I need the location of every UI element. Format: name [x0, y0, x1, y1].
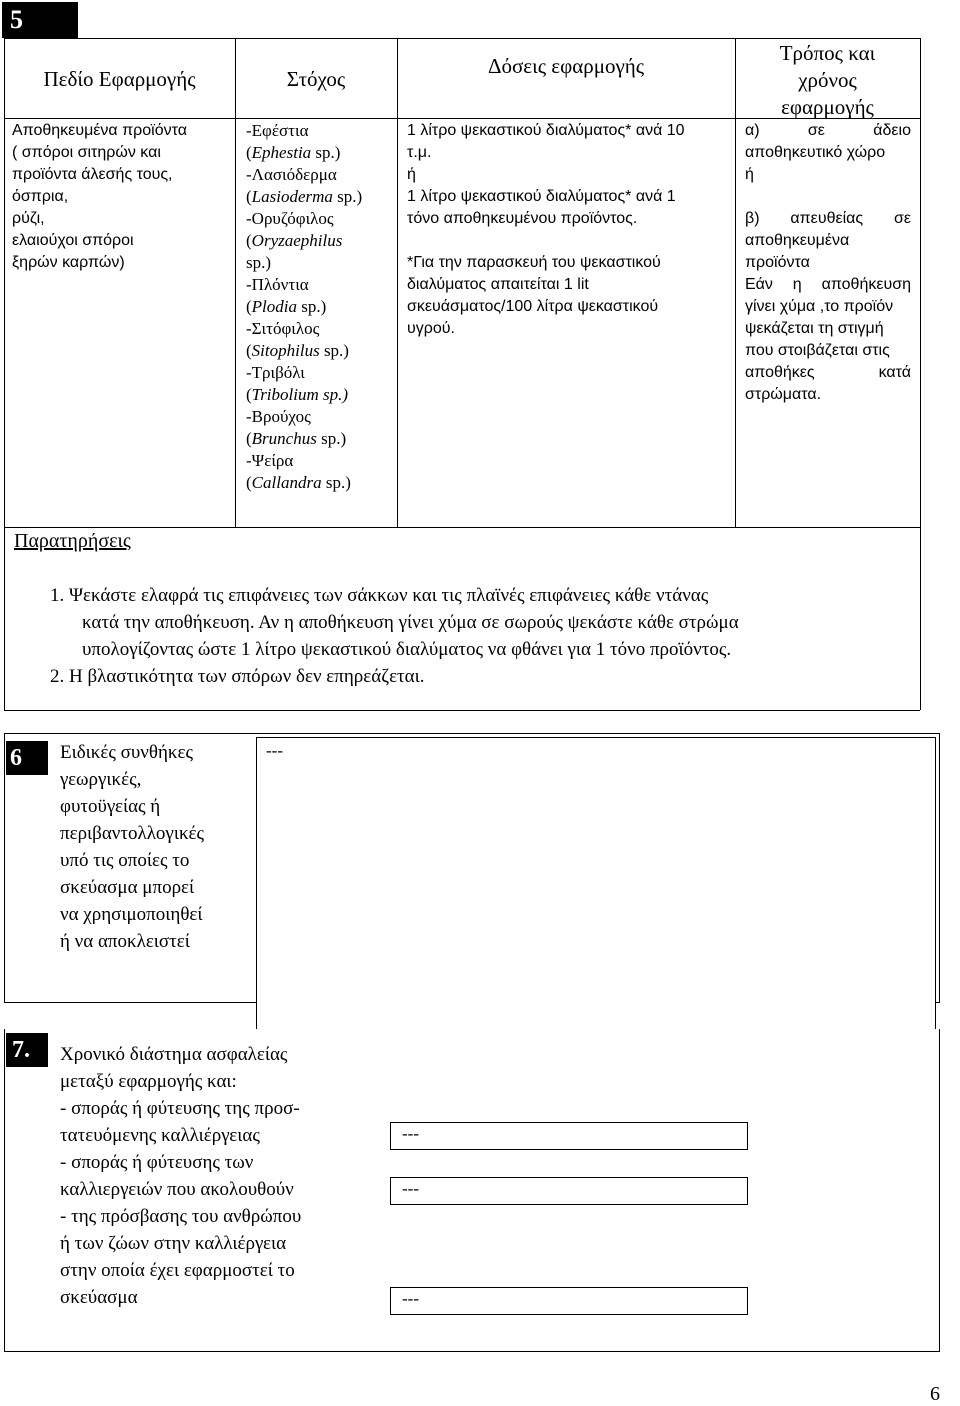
field-cell: [12, 120, 232, 274]
section-7-label-line: καλλιεργειών που ακολουθούν: [60, 1179, 294, 1200]
target-cell: [246, 120, 394, 494]
target-latin: (Lasioderma sp.): [246, 187, 363, 206]
section-6-label-line: υπό τις οποίες το: [60, 850, 190, 871]
doses-note-line: διαλύματος απαιτείται 1 lit: [407, 276, 589, 293]
remarks-text: [50, 582, 912, 690]
section-6-label-line: σκεύασμα μπορεί: [60, 877, 195, 898]
method-line: ή: [745, 166, 754, 183]
method-line: γίνει χύμα ,το προϊόν: [745, 298, 894, 315]
section-7-value-box-1[interactable]: [390, 1122, 748, 1150]
target-latin: (Plodia sp.): [246, 297, 327, 316]
target-latin: (Brunchus sp.): [246, 429, 347, 448]
method-line: Εάν η αποθήκευση: [745, 276, 911, 293]
method-line: α) σε άδειο: [745, 122, 911, 139]
doses-line: 1 λίτρο ψεκαστικού διαλύματος* ανά 1: [407, 188, 676, 205]
section-7-label-line: στην οποία έχει εφαρμοστεί το: [60, 1260, 295, 1281]
field-line: προϊόντα άλεσής τους,: [12, 166, 173, 183]
target-common: -Πλόντια: [246, 275, 309, 294]
doses-cell: [407, 120, 729, 340]
method-line: που στοιβάζεται στις: [745, 342, 890, 359]
section-6-label-line: ή να αποκλειστεί: [60, 931, 190, 952]
doses-line: ή: [407, 166, 416, 183]
target-common: -Τριβόλι: [246, 363, 305, 382]
doses-line: 1 λίτρο ψεκαστικού διαλύματος* ανά 10: [407, 122, 685, 139]
target-latin-suffix: sp.): [246, 253, 272, 272]
section-6-label-line: να χρησιμοποιηθεί: [60, 904, 203, 925]
method-line: αποθηκευτικό χώρο: [745, 144, 886, 161]
method-line: αποθηκευμένα: [745, 232, 850, 249]
page-number: 6: [930, 1383, 940, 1405]
section-6-label-line: φυτοϋγείας ή: [60, 796, 161, 817]
section-7-value-box-3[interactable]: [390, 1287, 748, 1315]
section-6-value: ---: [266, 741, 283, 760]
method-line: στρώματα.: [745, 386, 822, 403]
field-line: Αποθηκευμένα προϊόντα: [12, 122, 187, 139]
section-6-label-line: γεωργικές,: [60, 769, 142, 790]
section-7-label-line: Χρονικό διάστημα ασφαλείας: [60, 1044, 288, 1065]
section-7-label-line: - σποράς ή φύτευσης των: [60, 1152, 254, 1173]
target-latin: (Callandra sp.): [246, 473, 351, 492]
remarks-title: Παρατηρήσεις: [14, 530, 131, 552]
section-7-value-box-2[interactable]: [390, 1177, 748, 1205]
header-method: Τρόπος και χρόνος εφαρμογής: [779, 41, 876, 119]
target-common: -Ορυζόφιλος: [246, 209, 334, 228]
section-5-number: 5: [2, 2, 78, 38]
remark-line: 2. Η βλαστικότητα των σπόρων δεν επηρεάζεται.: [50, 666, 425, 687]
target-latin: (Oryzaephilus: [246, 231, 343, 250]
target-common: -Βρούχος: [246, 407, 311, 426]
method-line: β) απευθείας σε: [745, 210, 911, 227]
header-field: Πεδίο Εφαρμογής: [43, 67, 196, 91]
section-6-label: [60, 739, 250, 955]
section-7-label-line: μεταξύ εφαρμογής και:: [60, 1071, 237, 1092]
section-7-label-line: - της πρόσβασης του ανθρώπου: [60, 1206, 302, 1227]
field-line: ( σπόροι σιτηρών και: [12, 144, 161, 161]
section-6-value-box[interactable]: [256, 737, 936, 1031]
field-line: ελαιούχοι σπόροι: [12, 232, 134, 249]
section-7-value-1: ---: [402, 1124, 419, 1143]
field-line: ρύζι,: [12, 210, 45, 227]
remark-line: κατά την αποθήκευση. Αν η αποθήκευση γίνει χύμα σε σωρούς ψεκάστε κάθε στρώμα: [82, 612, 739, 633]
remark-line: υπολογίζοντας ώστε 1 λίτρο ψεκαστικού διαλύματος να φθάνει για 1 τόνο προϊόντος.: [82, 639, 732, 660]
doses-line: τόνο αποθηκευμένου προϊόντος.: [407, 210, 638, 227]
section-6-label-line: Ειδικές συνθήκες: [60, 742, 193, 763]
doses-note-line: σκευάσματος/100 λίτρα ψεκαστικού: [407, 298, 659, 315]
remark-line: 1. Ψεκάστε ελαφρά τις επιφάνειες των σάκκων και τις πλαϊνές επιφάνειες κάθε ντάνας: [50, 585, 709, 606]
target-common: -Ψείρα: [246, 451, 294, 470]
field-line: ξηρών καρπών): [12, 254, 125, 271]
doses-note-line: υγρού.: [407, 320, 455, 337]
section-7-value-2: ---: [402, 1179, 419, 1198]
header-doses: Δόσεις εφαρμογής: [487, 54, 645, 78]
section-6-number: 6: [6, 741, 48, 775]
method-line: ψεκάζεται τη στιγμή: [745, 320, 884, 337]
target-latin: (Tribolium sp.): [246, 385, 349, 404]
section-7-number: 7.: [6, 1033, 48, 1067]
section-6-label-line: περιβαντολλογικές: [60, 823, 205, 844]
field-line: όσπρια,: [12, 188, 69, 205]
target-latin: (Ephestia sp.): [246, 143, 341, 162]
doses-line: τ.μ.: [407, 144, 432, 161]
section-7-label: [60, 1041, 390, 1311]
section-7-label-line: σκεύασμα: [60, 1287, 138, 1308]
target-common: -Λασιόδερμα: [246, 165, 337, 184]
target-latin: (Sitophilus sp.): [246, 341, 349, 360]
method-line: αποθήκες κατά: [745, 364, 911, 381]
section-7-label-line: - σποράς ή φύτευσης της προσ-: [60, 1098, 300, 1119]
method-cell: [745, 120, 911, 406]
section-7-label-line: ή των ζώων στην καλλιέργεια: [60, 1233, 287, 1254]
section-7-value-3: ---: [402, 1289, 419, 1308]
method-line: προϊόντα: [745, 254, 810, 271]
section-7-label-line: τατευόμενης καλλιέργειας: [60, 1125, 260, 1146]
target-common: -Σιτόφιλος: [246, 319, 320, 338]
target-common: -Εφέστια: [246, 121, 309, 140]
doses-note-line: *Για την παρασκευή του ψεκαστικού: [407, 254, 661, 271]
header-target: Στόχος: [286, 67, 346, 91]
